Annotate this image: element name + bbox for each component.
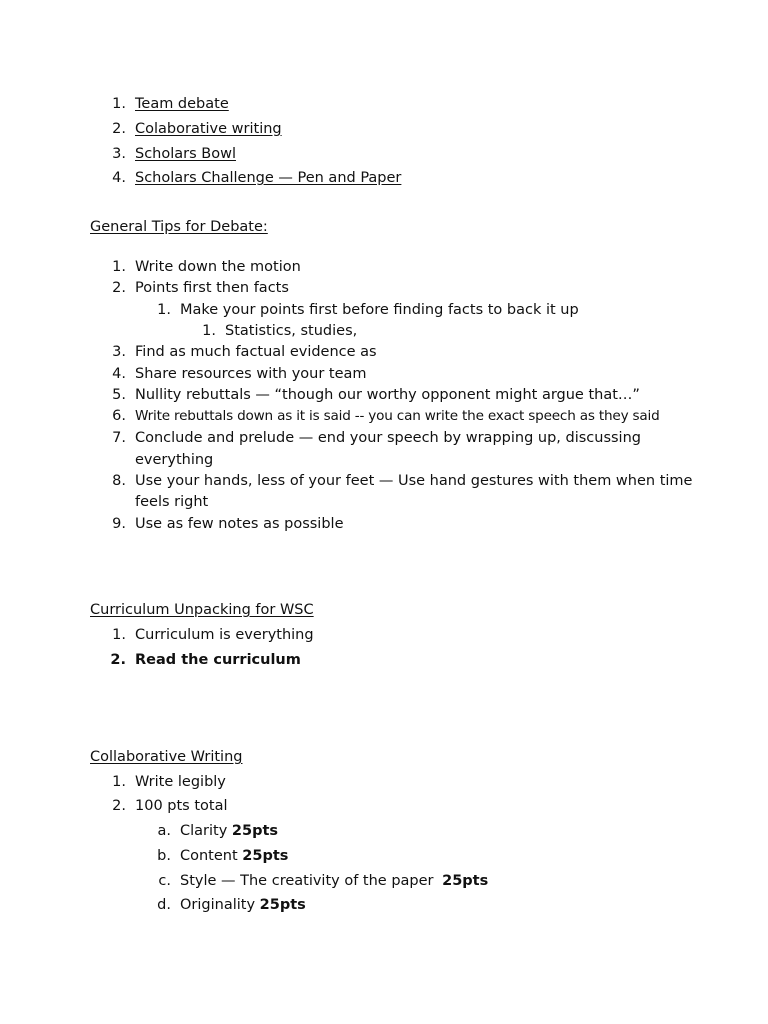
event-link-scholars-bowl[interactable]: Scholars Bowl (135, 146, 236, 162)
curriculum-heading: Curriculum Unpacking for WSC (90, 602, 314, 618)
collab-heading: Collaborative Writing (90, 749, 243, 765)
points-value: 25pts (231, 823, 279, 839)
event-link-team-debate[interactable]: Team debate (135, 96, 229, 112)
points-value: 25pts (442, 873, 489, 889)
event-link-scholars-challenge[interactable]: Scholars Challenge — Pen and Paper (135, 170, 402, 186)
event-link-collaborative-writing[interactable]: Colaborative writing (135, 121, 282, 137)
points-value: 25pts (242, 848, 289, 864)
debate-heading: General Tips for Debate: (90, 219, 268, 235)
points-value: 25pts (259, 897, 306, 913)
